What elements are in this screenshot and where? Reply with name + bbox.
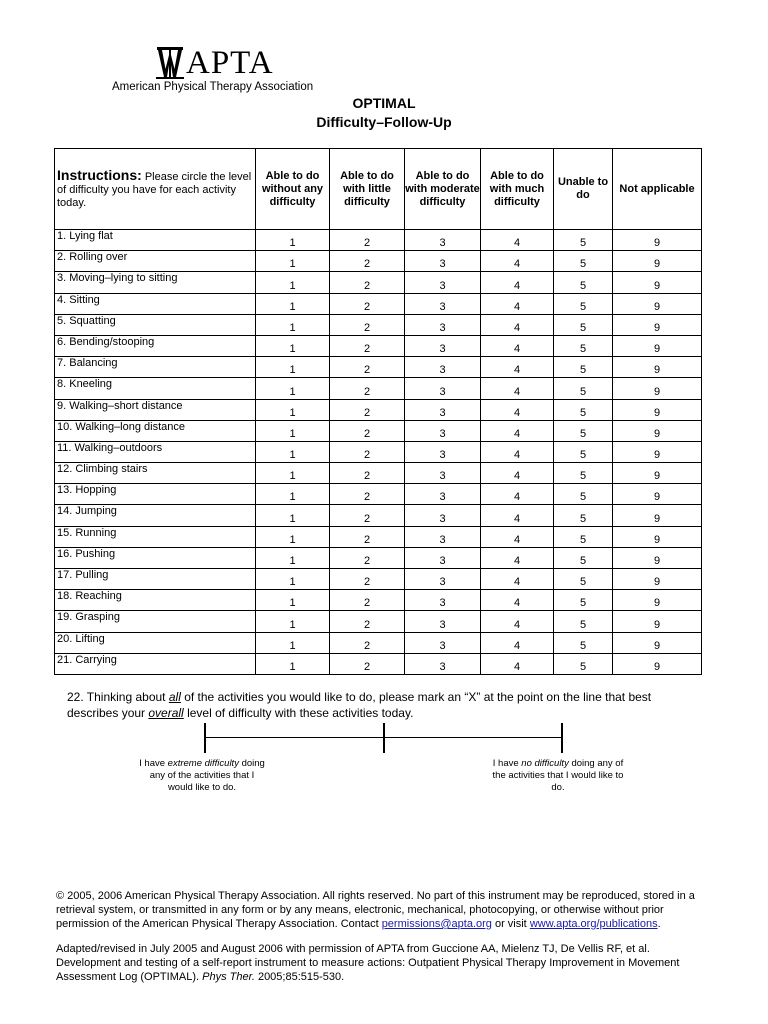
activity-label: 5. Squatting — [55, 314, 256, 335]
logo-org-name: American Physical Therapy Association — [112, 81, 314, 93]
score-option[interactable]: 4 — [481, 399, 554, 420]
score-option[interactable]: 1 — [256, 230, 330, 251]
score-option[interactable]: 9 — [613, 526, 702, 547]
score-option[interactable]: 4 — [481, 230, 554, 251]
score-option[interactable]: 3 — [405, 314, 481, 335]
score-option[interactable]: 2 — [330, 272, 405, 293]
score-option[interactable]: 5 — [554, 357, 613, 378]
score-option[interactable]: 4 — [481, 272, 554, 293]
score-option[interactable]: 1 — [256, 590, 330, 611]
activity-label: 20. Lifting — [55, 632, 256, 653]
scale-tick-left — [204, 723, 206, 753]
score-option[interactable]: 5 — [554, 314, 613, 335]
instructions-text: Please circle the level of difficulty you have for each activity today. — [57, 170, 252, 209]
score-option[interactable]: 4 — [481, 335, 554, 356]
caption-emphasis: no difficulty — [521, 758, 569, 769]
scale-tick-middle — [383, 723, 385, 753]
score-option[interactable]: 2 — [330, 230, 405, 251]
table-row — [55, 230, 702, 251]
score-option[interactable]: 2 — [330, 505, 405, 526]
score-option[interactable]: 1 — [256, 484, 330, 505]
score-option[interactable]: 1 — [256, 505, 330, 526]
adaptation-citation — [56, 942, 712, 984]
score-option[interactable]: 3 — [405, 441, 481, 462]
table-row — [55, 357, 702, 378]
score-option[interactable]: 2 — [330, 357, 405, 378]
table-row — [55, 420, 702, 441]
score-option[interactable]: 2 — [330, 632, 405, 653]
score-option[interactable]: 5 — [554, 569, 613, 590]
score-option[interactable]: 4 — [481, 547, 554, 568]
activity-label: 18. Reaching — [55, 590, 256, 611]
score-option[interactable]: 5 — [554, 611, 613, 632]
activity-label: 14. Jumping — [55, 505, 256, 526]
column-header: Able to do with little difficulty — [330, 149, 405, 230]
score-option[interactable]: 3 — [405, 611, 481, 632]
score-option[interactable]: 2 — [330, 526, 405, 547]
table-row — [55, 272, 702, 293]
score-option[interactable]: 3 — [405, 590, 481, 611]
instructions-label: Instructions: — [57, 166, 142, 183]
score-option[interactable]: 9 — [613, 230, 702, 251]
score-option[interactable]: 3 — [405, 653, 481, 674]
score-option[interactable]: 3 — [405, 505, 481, 526]
score-option[interactable]: 2 — [330, 399, 405, 420]
table-row — [55, 526, 702, 547]
q22-text-3: level of difficulty with these activities today. — [183, 706, 414, 720]
activity-label: 11. Walking–outdoors — [55, 441, 256, 462]
score-option[interactable]: 3 — [405, 272, 481, 293]
score-option[interactable]: 2 — [330, 484, 405, 505]
score-option[interactable]: 4 — [481, 357, 554, 378]
score-option[interactable]: 5 — [554, 526, 613, 547]
table-row — [55, 378, 702, 399]
score-option[interactable]: 1 — [256, 272, 330, 293]
question-22 — [67, 689, 687, 721]
score-option[interactable]: 5 — [554, 378, 613, 399]
score-option[interactable]: 3 — [405, 484, 481, 505]
form-subtitle: Difficulty–Follow-Up — [316, 114, 452, 130]
score-option[interactable]: 2 — [330, 611, 405, 632]
score-option[interactable]: 1 — [256, 463, 330, 484]
score-option[interactable]: 4 — [481, 526, 554, 547]
caption-text: I have — [492, 758, 522, 769]
score-option[interactable]: 5 — [554, 272, 613, 293]
score-option[interactable]: 9 — [613, 272, 702, 293]
score-option[interactable]: 1 — [256, 653, 330, 674]
score-option[interactable]: 9 — [613, 569, 702, 590]
score-option[interactable]: 4 — [481, 611, 554, 632]
score-option[interactable]: 5 — [554, 463, 613, 484]
score-option[interactable]: 9 — [613, 314, 702, 335]
table-row — [55, 590, 702, 611]
score-option[interactable]: 5 — [554, 547, 613, 568]
score-option[interactable]: 2 — [330, 293, 405, 314]
activity-label: 4. Sitting — [55, 293, 256, 314]
difficulty-table — [54, 148, 702, 675]
score-option[interactable]: 2 — [330, 463, 405, 484]
score-option[interactable]: 4 — [481, 441, 554, 462]
score-option[interactable]: 9 — [613, 357, 702, 378]
score-option[interactable]: 3 — [405, 632, 481, 653]
caption-text: doing any of the activities that I would like to do. — [149, 758, 265, 793]
score-option[interactable]: 5 — [554, 293, 613, 314]
score-option[interactable]: 3 — [405, 230, 481, 251]
table-row — [55, 293, 702, 314]
score-option[interactable]: 4 — [481, 251, 554, 272]
score-option[interactable]: 9 — [613, 611, 702, 632]
score-option[interactable]: 5 — [554, 335, 613, 356]
score-option[interactable]: 3 — [405, 251, 481, 272]
activity-label: 13. Hopping — [55, 484, 256, 505]
score-option[interactable]: 3 — [405, 378, 481, 399]
score-option[interactable]: 4 — [481, 569, 554, 590]
score-option[interactable]: 1 — [256, 251, 330, 272]
caption-text: doing any of the activities that I would like to do. — [492, 758, 624, 793]
score-option[interactable]: 1 — [256, 357, 330, 378]
score-option[interactable]: 9 — [613, 547, 702, 568]
table-row — [55, 314, 702, 335]
copyright-text: . — [657, 918, 661, 930]
score-option[interactable]: 2 — [330, 314, 405, 335]
table-row — [55, 251, 702, 272]
score-option[interactable]: 9 — [613, 463, 702, 484]
activity-label: 15. Running — [55, 526, 256, 547]
score-option[interactable]: 4 — [481, 314, 554, 335]
score-option[interactable]: 5 — [554, 420, 613, 441]
table-row — [55, 547, 702, 568]
score-option[interactable]: 3 — [405, 547, 481, 568]
score-option[interactable]: 9 — [613, 653, 702, 674]
score-option[interactable]: 3 — [405, 420, 481, 441]
table-row — [55, 441, 702, 462]
score-option[interactable]: 1 — [256, 569, 330, 590]
score-option[interactable]: 3 — [405, 526, 481, 547]
score-option[interactable]: 4 — [481, 590, 554, 611]
score-option[interactable]: 3 — [405, 569, 481, 590]
q22-text-1: 22. Thinking about — [67, 690, 169, 704]
score-option[interactable]: 1 — [256, 611, 330, 632]
score-option[interactable]: 9 — [613, 484, 702, 505]
form-title: OPTIMAL — [352, 95, 416, 111]
score-option[interactable]: 1 — [256, 526, 330, 547]
q22-text-2: of the activities you would like to do, please mark an “X” at the point on the line that best describes your — [67, 690, 652, 720]
score-option[interactable]: 2 — [330, 441, 405, 462]
scale-tick-right — [561, 723, 563, 753]
copyright-text: or visit — [491, 918, 530, 930]
score-option[interactable]: 9 — [613, 590, 702, 611]
score-option[interactable]: 9 — [613, 632, 702, 653]
citation-text: 2005;85:515-530. — [254, 971, 345, 983]
score-option[interactable]: 1 — [256, 293, 330, 314]
activity-label: 8. Kneeling — [55, 378, 256, 399]
score-option[interactable]: 2 — [330, 335, 405, 356]
apta-caduceus-icon — [156, 47, 184, 79]
score-option[interactable]: 4 — [481, 293, 554, 314]
q22-emphasis-all: all — [168, 690, 181, 704]
activity-label: 9. Walking–short distance — [55, 399, 256, 420]
activity-label: 17. Pulling — [55, 569, 256, 590]
activity-label: 2. Rolling over — [55, 251, 256, 272]
score-option[interactable]: 9 — [613, 420, 702, 441]
score-option[interactable]: 9 — [613, 505, 702, 526]
column-header: Unable to do — [554, 149, 613, 230]
score-option[interactable]: 5 — [554, 441, 613, 462]
activity-label: 6. Bending/stooping — [55, 335, 256, 356]
column-header: Able to do without any difficulty — [256, 149, 330, 230]
caption-emphasis: extreme difficulty — [167, 758, 239, 769]
score-option[interactable]: 5 — [554, 653, 613, 674]
table-row — [55, 611, 702, 632]
score-option[interactable]: 9 — [613, 335, 702, 356]
activity-label: 19. Grasping — [55, 611, 256, 632]
column-header: Able to do with moderate difficulty — [405, 149, 481, 230]
score-option[interactable]: 2 — [330, 569, 405, 590]
score-option[interactable]: 9 — [613, 399, 702, 420]
scale-caption-left — [137, 758, 267, 794]
copyright-text: © 2005, 2006 American Physical Therapy Association. All rights reserved. No part of this instrument may be reproduced, stored in a retrieval system, or transmitted in any form or by any means, electronic, mechanical, photocopying, or otherwise without prior permission of the American Physical Therapy Association. Contact — [56, 890, 695, 930]
score-option[interactable]: 2 — [330, 653, 405, 674]
score-option[interactable]: 2 — [330, 590, 405, 611]
score-option[interactable]: 1 — [256, 378, 330, 399]
publications-url-link[interactable]: www.apta.org/publications — [529, 918, 658, 930]
score-option[interactable]: 9 — [613, 378, 702, 399]
table-header — [55, 149, 702, 230]
table-row — [55, 632, 702, 653]
score-option[interactable]: 5 — [554, 251, 613, 272]
score-option[interactable]: 4 — [481, 484, 554, 505]
table-row — [55, 463, 702, 484]
activity-label: 1. Lying flat — [55, 230, 256, 251]
table-row — [55, 653, 702, 674]
table-row — [55, 399, 702, 420]
score-option[interactable]: 5 — [554, 484, 613, 505]
score-option[interactable]: 1 — [256, 335, 330, 356]
activity-label: 7. Balancing — [55, 357, 256, 378]
activity-label: 12. Climbing stairs — [55, 463, 256, 484]
score-option[interactable]: 1 — [256, 314, 330, 335]
logo-wordmark: APTA — [186, 45, 274, 81]
score-option[interactable]: 2 — [330, 251, 405, 272]
score-option[interactable]: 5 — [554, 590, 613, 611]
citation-text: Adapted/revised in July 2005 and August 2006 with permission of APTA from Guccione AA, Mielenz TJ, De Vellis RF, et al. Development and testing of a self-report instrument to measure actions: Outpatient Physical Therapy Improvement in Movement Assessment Log (OPTIMAL). — [56, 943, 680, 983]
score-option[interactable]: 5 — [554, 505, 613, 526]
table-row — [55, 484, 702, 505]
table-row — [55, 569, 702, 590]
score-option[interactable]: 3 — [405, 293, 481, 314]
activity-label: 10. Walking–long distance — [55, 420, 256, 441]
score-option[interactable]: 3 — [405, 335, 481, 356]
activity-label: 21. Carrying — [55, 653, 256, 674]
score-option[interactable]: 4 — [481, 420, 554, 441]
instructions-cell — [55, 149, 256, 230]
score-option[interactable]: 9 — [613, 251, 702, 272]
activity-label: 16. Pushing — [55, 547, 256, 568]
score-option[interactable]: 3 — [405, 399, 481, 420]
caption-text: I have — [139, 758, 168, 769]
score-option[interactable]: 2 — [330, 420, 405, 441]
score-option[interactable]: 1 — [256, 420, 330, 441]
score-option[interactable]: 4 — [481, 378, 554, 399]
score-option[interactable]: 5 — [554, 399, 613, 420]
score-option[interactable]: 1 — [256, 632, 330, 653]
score-option[interactable]: 4 — [481, 505, 554, 526]
journal-name: Phys Ther. — [202, 971, 255, 983]
score-option[interactable]: 1 — [256, 441, 330, 462]
table-row — [55, 335, 702, 356]
score-option[interactable]: 9 — [613, 441, 702, 462]
score-option[interactable]: 1 — [256, 547, 330, 568]
table-row — [55, 505, 702, 526]
score-option[interactable]: 5 — [554, 632, 613, 653]
score-option[interactable]: 4 — [481, 463, 554, 484]
score-option[interactable]: 4 — [481, 653, 554, 674]
column-header: Not applicable — [613, 149, 702, 230]
scale-caption-right — [488, 758, 628, 794]
copyright-notice — [56, 889, 712, 931]
score-option[interactable]: 2 — [330, 378, 405, 399]
score-option[interactable]: 5 — [554, 230, 613, 251]
permissions-email-link[interactable]: permissions@apta.org — [381, 918, 492, 930]
score-option[interactable]: 3 — [405, 463, 481, 484]
score-option[interactable]: 1 — [256, 399, 330, 420]
column-header: Able to do with much difficulty — [481, 149, 554, 230]
score-option[interactable]: 9 — [613, 293, 702, 314]
score-option[interactable]: 2 — [330, 547, 405, 568]
score-option[interactable]: 3 — [405, 357, 481, 378]
activity-label: 3. Moving–lying to sitting — [55, 272, 256, 293]
score-option[interactable]: 4 — [481, 632, 554, 653]
apta-logo — [112, 45, 314, 97]
q22-emphasis-overall: overall — [148, 706, 184, 720]
